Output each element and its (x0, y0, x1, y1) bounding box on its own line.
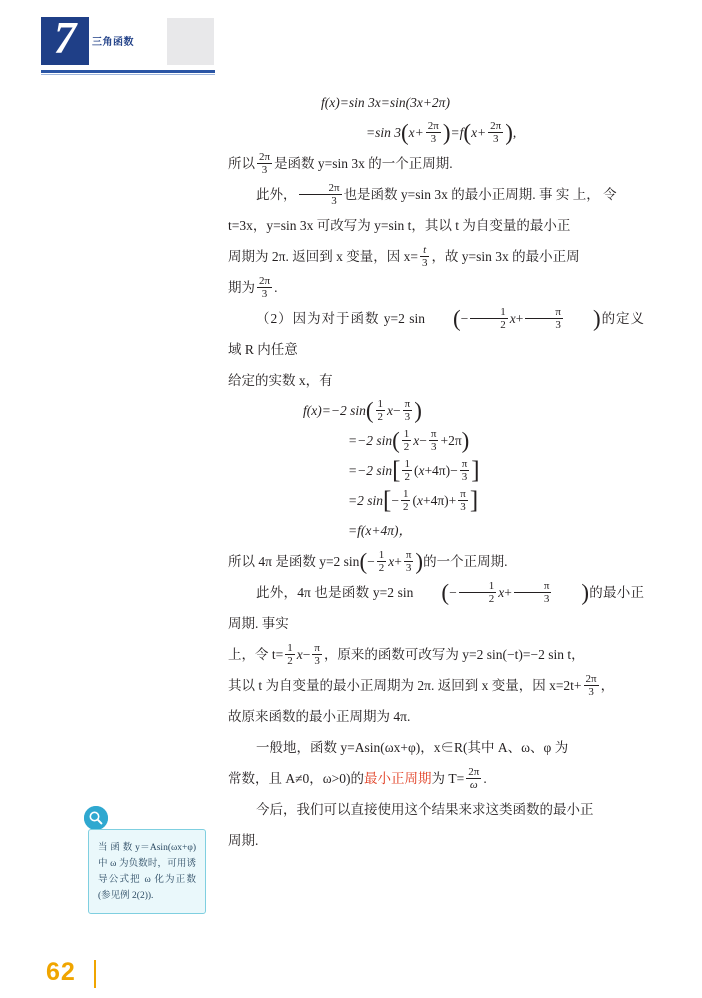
text-part: 也是函数 y=sin 3x 的最小正周期. 事 实 上， 令 (343, 187, 617, 202)
paragraph-minimal-period-1-cont (228, 210, 644, 241)
fraction-denominator: 3 (312, 654, 322, 668)
fraction-numerator: 1 (402, 487, 409, 500)
fraction-numerator: t (423, 243, 427, 256)
fraction-denominator: 3 (488, 132, 503, 146)
fraction-numerator: π (461, 457, 468, 470)
fraction (466, 766, 481, 792)
fraction-denominator: 3 (403, 410, 413, 424)
equation-part: =2 sin (348, 493, 383, 508)
fraction (420, 244, 430, 270)
fraction-denominator: 2 (403, 441, 410, 454)
chapter-title: 三角函数 (92, 37, 134, 48)
text-part: 期为 (228, 280, 255, 295)
fraction-numerator: 2π (259, 150, 271, 163)
equation-part: =−2 sin (348, 433, 393, 448)
paragraph-minimal-period-1-cont (228, 241, 644, 272)
fraction-numerator: 1 (404, 457, 410, 470)
fraction (377, 549, 387, 575)
fraction-denominator: 3 (404, 561, 414, 575)
footer-divider (94, 960, 96, 988)
fraction (460, 458, 470, 484)
math-inline: − $\frac{1}{2}$ (x+4π)+ $\frac{\pi}{3}$ (391, 487, 466, 514)
paragraph-conclusion-2: 所以 4π 是函数 y=2 sin(− $\frac{1}{2}$ x+ $\frac{\pi}{3}$ )的一个正周期. (228, 548, 508, 575)
paragraph-minimal-period-1 (228, 179, 644, 210)
fraction (470, 306, 508, 332)
text-part: 为 T= (431, 771, 465, 786)
equation-line: f(x)=−2 sin( $\frac{1}{2}$ x− $\frac{\pi}{3}$ ) (303, 397, 422, 424)
fraction-numerator: π (460, 487, 466, 500)
equation-part: x+ (471, 125, 487, 140)
fraction-denominator: 3 (421, 257, 428, 270)
text-part: 此外，4π 也是函数 y=2 sin (256, 585, 414, 600)
equation-part: , (512, 125, 517, 140)
text-part: ，故 y=sin 3x 的最小正周 (431, 249, 580, 264)
fraction (285, 642, 295, 668)
fraction-numerator: π (404, 397, 411, 410)
fraction (488, 120, 503, 146)
paragraph-minimal-period-2-cont: 上，令 t= $\frac{1}{2}$ x− $\frac{\pi}{3}$ ，原来的函数可改写为 y=2 sin(−t)=−2 sin t， (228, 641, 585, 668)
math-inline: − $\frac{1}{2}$ x+ $\frac{\pi}{3}$ (449, 579, 550, 606)
text-part: 一般地，函数 y=Asin(ωx+φ)，x∈R(其中 A、ω、φ 为 (256, 740, 569, 755)
text-part: 此外， (256, 187, 297, 202)
fraction-denominator: 2 (378, 562, 385, 575)
math-inline: − $\frac{1}{2}$ x+ $\frac{\pi}{3}$ (460, 305, 561, 332)
fraction-denominator: 2 (459, 592, 497, 606)
equation-part: =f(x+4π)， (348, 523, 412, 538)
text-part: . (274, 280, 278, 295)
fraction (257, 275, 272, 301)
fraction (426, 120, 441, 146)
math-inline: $\frac{1}{2}$ (x+4π)− $\frac{\pi}{3}$ (404, 457, 468, 484)
paragraph-part2-intro-cont (228, 365, 644, 396)
chapter-number: 7 (53, 13, 77, 63)
fraction (402, 458, 412, 484)
fraction-numerator: 2π (468, 765, 480, 778)
page-footer (46, 958, 246, 998)
fraction-denominator: 3 (525, 318, 563, 332)
text-part: 周期. (228, 833, 259, 848)
text-part: 给定的实数 x，有 (228, 373, 333, 388)
fraction-numerator: π (543, 579, 550, 592)
equation-part: =f (450, 125, 464, 140)
equation-part: x+ (408, 125, 424, 140)
equation-line: =2 sin[− $\frac{1}{2}$ (x+4π)+ $\frac{\pi}{3}$ ] (348, 487, 479, 514)
fraction-denominator: 3 (514, 592, 552, 606)
text-part: 是函数 y=sin 3x 的一个正周期. (274, 156, 453, 171)
page-number: 62 (46, 958, 76, 986)
chapter-decor-block (167, 18, 214, 65)
fraction-denominator: 3 (257, 163, 272, 177)
fraction-numerator: 1 (488, 579, 495, 592)
fraction-numerator: 2π (427, 119, 439, 132)
fraction (514, 580, 552, 606)
text-part: 的一个正周期. (423, 554, 508, 569)
paragraph-closing (228, 794, 644, 825)
text-part: 其以 t 为自变量的最小正周期为 2π. 返回到 x 变量，因 x=2t+ (228, 678, 582, 693)
equation-line: =−2 sin( $\frac{1}{2}$ x− $\frac{\pi}{3}$ +2π) (348, 427, 470, 454)
fraction-numerator: 1 (377, 397, 384, 410)
magnifier-icon (84, 806, 108, 830)
fraction-denominator: 3 (426, 132, 441, 146)
equation-part: =sin 3 (366, 125, 401, 140)
fraction-denominator: 3 (458, 500, 468, 514)
paragraph-part2-intro: （2）因为对于函数 y=2 sin (− $\frac{1}{2}$ x+ $\frac{\pi}{3}$ )的定义域 R 内任意 (228, 305, 644, 357)
fraction-numerator: 1 (287, 641, 293, 654)
paragraph-minimal-period-1-cont (228, 272, 644, 303)
fraction (257, 151, 272, 177)
fraction (376, 398, 386, 424)
equation-text: f(x)=sin 3x=sin(3x+2π) (321, 95, 450, 110)
fraction (458, 488, 468, 514)
fraction (584, 673, 599, 699)
text-part: 所以 4π 是函数 y=2 sin (228, 554, 360, 569)
fraction-denominator: 2 (470, 318, 508, 332)
fraction (525, 306, 563, 332)
chapter-header (0, 0, 215, 82)
text-part: 故原来函数的最小正周期为 4π. (228, 709, 411, 724)
highlighted-term: 最小正周期 (364, 771, 432, 786)
fraction-numerator: 2π (585, 672, 597, 685)
text-part: ， (600, 678, 615, 693)
math-inline: $\frac{1}{2}$ x− $\frac{\pi}{3}$ +2π (403, 427, 462, 454)
fraction (401, 488, 411, 514)
fraction-denominator: 3 (460, 470, 470, 484)
fraction-numerator: 1 (403, 427, 410, 440)
sidenote-box (88, 829, 206, 914)
text-part: 的定义域 R 内任意 (228, 311, 644, 357)
fraction-denominator: 3 (299, 194, 342, 208)
text-part: 常数，且 A≠0，ω>0)的 (228, 771, 365, 786)
fraction-denominator: 2 (402, 501, 409, 514)
fraction (404, 549, 414, 575)
fraction-numerator: 2π (328, 181, 340, 194)
fraction-numerator: 2π (490, 119, 502, 132)
chapter-underline-secondary (41, 74, 215, 75)
text-part: ，原来的函数可改写为 y=2 sin(−t)=−2 sin t， (323, 647, 585, 662)
fraction-denominator: 3 (257, 287, 272, 301)
paragraph-minimal-period-2-cont (228, 701, 644, 732)
equation-part: f(x)=−2 sin (303, 403, 366, 418)
fraction (299, 182, 342, 208)
equation-line (228, 516, 644, 546)
text-part: 上，令 t= (228, 647, 284, 662)
fraction-denominator: ω (466, 778, 481, 792)
text-part: 所以 (228, 156, 255, 171)
equation-line (228, 88, 644, 118)
paragraph-general-rule-cont (228, 763, 644, 794)
fraction (402, 428, 412, 454)
paragraph-closing-cont (228, 825, 644, 856)
text-part: 的最小正周期. 事实 (228, 585, 644, 631)
fraction-numerator: π (314, 641, 320, 654)
paragraph-minimal-period-2: 此外，4π 也是函数 y=2 sin (− $\frac{1}{2}$ x+ $\frac{\pi}{3}$ )的最小正周期. 事实 (228, 579, 644, 631)
text-part: 周期为 2π. 返回到 x 变量，因 x= (228, 249, 418, 264)
fraction-denominator: 2 (404, 471, 410, 484)
chapter-underline (41, 70, 215, 73)
text-part: . (483, 771, 487, 786)
math-inline: − $\frac{1}{2}$ x+ $\frac{\pi}{3}$ (367, 548, 412, 575)
fraction-denominator: 3 (584, 685, 599, 699)
fraction-denominator: 2 (377, 411, 384, 424)
fraction-numerator: 1 (500, 305, 506, 318)
page-content (228, 88, 644, 856)
fraction-denominator: 2 (287, 655, 293, 668)
fraction-numerator: 1 (378, 548, 385, 561)
math-inline: x (296, 647, 303, 662)
equation-part: =−2 sin (348, 463, 393, 478)
fraction (312, 642, 322, 668)
text-part: （2）因为对于函数 y=2 sin (256, 311, 425, 326)
fraction (429, 428, 439, 454)
math-inline: $\frac{1}{2}$ x− $\frac{\pi}{3}$ (377, 397, 411, 424)
equation-line: =sin 3(x+ $\frac{2\pi}{3}$ )=f(x+ $\frac{2\pi}{3}$ ), (366, 119, 517, 146)
fraction-denominator: 3 (429, 440, 439, 454)
fraction (403, 398, 413, 424)
fraction-numerator: 2π (259, 274, 271, 287)
paragraph-general-rule (228, 732, 644, 763)
paragraph-minimal-period-2-cont (228, 670, 644, 701)
fraction (459, 580, 497, 606)
fraction-numerator: π (405, 548, 412, 561)
fraction-numerator: π (430, 427, 437, 440)
text-part: 今后，我们可以直接使用这个结果来求这类函数的最小正 (256, 802, 594, 817)
text-part: t=3x，y=sin 3x 可改写为 y=sin t，其以 t 为自变量的最小正 (228, 218, 571, 233)
equation-line: =−2 sin[ $\frac{1}{2}$ (x+4π)− $\frac{\pi}{3}$ ] (348, 457, 480, 484)
fraction-numerator: π (555, 305, 561, 318)
paragraph-conclusion-1 (228, 148, 644, 179)
sidenote-text: 当 函 数 y＝Asin(ωx+φ)中 ω 为负数时，可用诱导公式把 ω 化为正数(参见例 2(2)). (98, 843, 196, 901)
